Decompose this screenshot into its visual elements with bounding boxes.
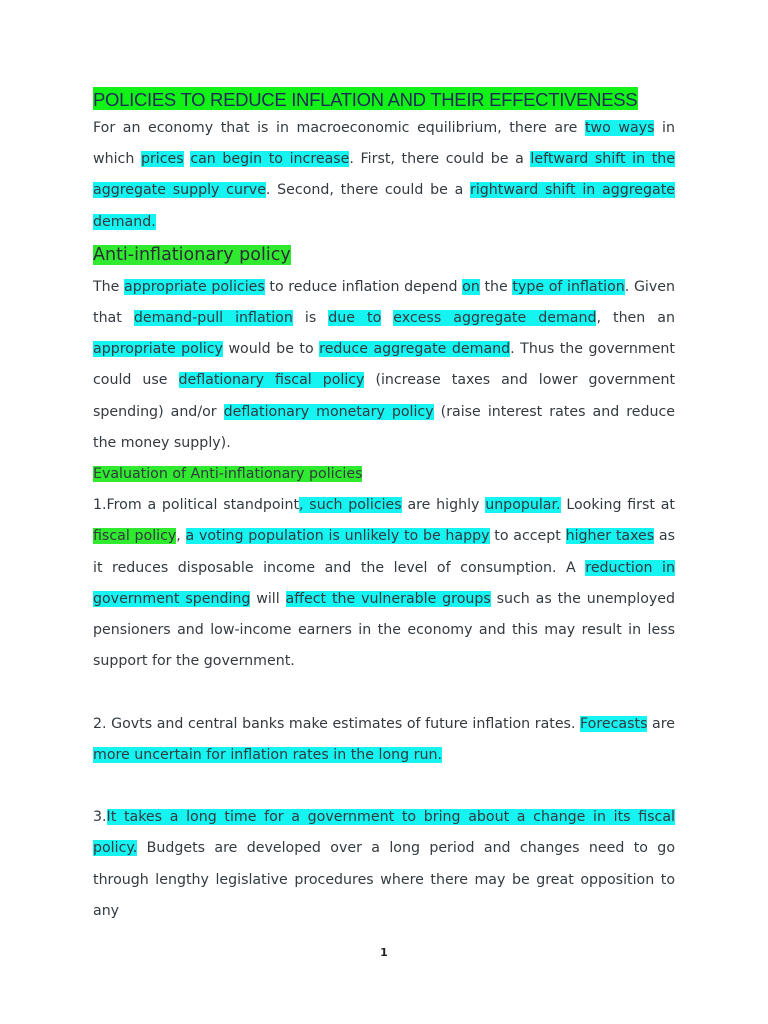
highlight: demand-pull inflation <box>133 310 293 327</box>
text-run: . Thus the government could use <box>93 341 675 389</box>
text-run: For an economy that is in macroeconomic equilibrium, there are <box>93 120 585 136</box>
highlight: leftward shift in the aggregate supply curve <box>93 151 676 199</box>
anti-inflationary-paragraph <box>93 272 675 459</box>
text-run: as it reduces disposable income and the level of consumption. A <box>93 528 675 576</box>
text-run: . Given that <box>93 278 675 327</box>
highlight: higher taxes <box>565 528 655 545</box>
highlight: rightward shift in aggregate demand. <box>93 182 675 230</box>
text-run: Looking first at <box>560 497 675 514</box>
highlight: appropriate policies <box>124 278 265 295</box>
section-heading-evaluation: Evaluation of Anti-inflationary policies <box>93 466 363 483</box>
highlight: can begin to increase <box>190 151 350 168</box>
text-run: , then an <box>596 310 675 327</box>
text-run: 3. <box>93 809 107 826</box>
text-run: . First, there could be a <box>349 151 531 168</box>
text-run: 1.From a political standpoint <box>93 497 300 514</box>
text-run: would be to <box>222 341 320 358</box>
text-run: , <box>176 528 186 545</box>
evaluation-point-1 <box>93 490 675 677</box>
highlight: It takes a long time for a government to bring about a change in its fiscal policy. <box>93 809 675 857</box>
text-run: will <box>250 590 286 607</box>
highlight: unpopular. <box>485 497 561 514</box>
section-heading-anti-inflationary: Anti-inflationary policy <box>93 244 291 265</box>
highlight: Forecasts <box>580 715 648 732</box>
paragraph-spacer <box>93 771 675 802</box>
highlight: excess aggregate demand <box>393 310 597 327</box>
evaluation-point-3 <box>93 802 675 927</box>
highlight: appropriate policy <box>93 341 223 358</box>
document-title: POLICIES TO REDUCE INFLATION AND THEIR EFFECTIVENESS <box>93 89 638 110</box>
text-run: is <box>292 310 329 327</box>
text-run: are <box>647 715 675 732</box>
text-run: . Second, there could be a <box>265 182 471 199</box>
highlight: affect the vulnerable groups <box>285 590 491 607</box>
paragraph-spacer <box>93 677 675 708</box>
evaluation-point-2 <box>93 709 675 771</box>
text-run: the <box>479 278 513 295</box>
highlight: type of inflation <box>512 278 625 295</box>
document-page <box>93 87 675 927</box>
text-run: (increase taxes and lower government spending) and/or <box>93 372 676 420</box>
intro-paragraph <box>93 113 675 238</box>
text-run: such as the unemployed pensioners and low-income earners in the economy and this may result in less support for the government. <box>93 590 676 670</box>
text-run: Budgets are developed over a long period and changes need to go through lengthy legislative procedures where there may be great opposition to any <box>93 840 675 919</box>
text-run: are highly <box>401 497 486 514</box>
highlight: a voting population is unlikely to be happy <box>185 528 490 545</box>
highlight: on <box>462 278 480 295</box>
highlight: two ways <box>584 120 655 136</box>
text-run: to accept <box>489 528 566 545</box>
highlight: reduction in government spending <box>93 559 675 607</box>
text-run: (raise interest rates and reduce the money supply). <box>93 403 675 451</box>
highlight-green: fiscal policy <box>93 528 177 545</box>
text-run: The <box>93 278 125 295</box>
page-number: 1 <box>380 946 388 959</box>
highlight: , such policies <box>299 497 402 514</box>
text-run: 2. Govts and central banks make estimates of future inflation rates. <box>93 715 581 732</box>
highlight: deflationary fiscal policy <box>178 372 365 389</box>
highlight: more uncertain for inflation rates in the long run. <box>93 746 442 763</box>
highlight: deflationary monetary policy <box>223 403 434 420</box>
text-run <box>381 310 393 326</box>
highlight: reduce aggregate demand <box>319 341 511 358</box>
text-run: to reduce inflation depend <box>264 278 463 295</box>
highlight: due to <box>328 310 382 327</box>
text-run: in which <box>93 120 675 168</box>
highlight: prices <box>140 151 184 168</box>
